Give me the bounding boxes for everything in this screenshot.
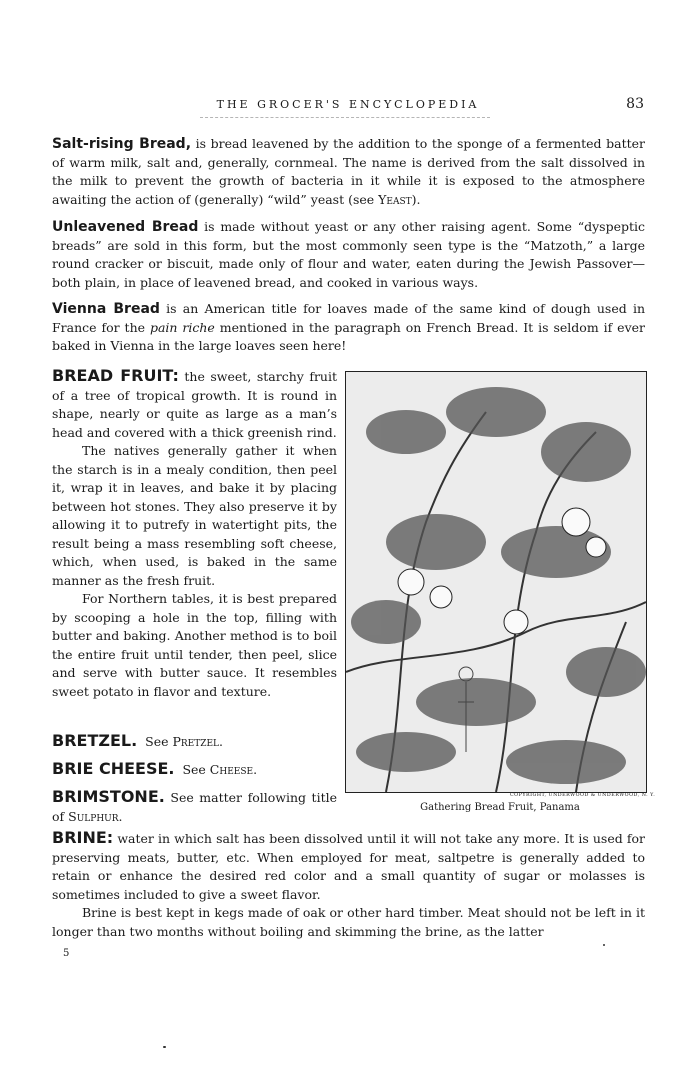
entry-unleavened-bread xyxy=(52,218,645,292)
entry-term: Vienna Bread xyxy=(52,301,160,317)
entry-term: Unleavened Bread xyxy=(52,219,199,235)
cross-reference: Sulphur. xyxy=(68,808,123,824)
header-rule xyxy=(200,117,490,118)
entry-paragraph: For Northern tables, it is best prepared by scooping a hole in the top, filling with butter and baking. Another method is to boil the entire fruit until tender, then peel, slice and serve with butter sauce. It resembles sweet potato in flavor and texture. xyxy=(52,591,337,699)
entry-bread-fruit xyxy=(52,367,337,701)
entry-text: is an American title for loaves made of the same kind of dough used in France for the xyxy=(52,301,645,335)
entry-brie-cheese xyxy=(52,760,337,780)
see-label: See xyxy=(145,734,169,749)
page-number: 83 xyxy=(626,96,644,112)
cross-reference: Pretzel. xyxy=(172,734,224,749)
entry-text: See matter following title of xyxy=(52,790,337,824)
entry-salt-rising-bread xyxy=(52,135,645,209)
entry-text: is made without yeast or any other raising agent. Some “dyspeptic breads” are sold in this form, but the most commonly seen type is the “Matzoth,” a large round cracker or biscuit, made only of flour and water, eaten during the Jewish Passover—both plain, in place of leavened bread, and cooked in various ways. xyxy=(52,219,646,290)
signature-mark: 5 xyxy=(63,948,70,959)
ink-speck xyxy=(163,1046,166,1048)
running-header xyxy=(52,98,644,116)
jungle-engraving xyxy=(346,372,646,792)
cross-reference: Cheese. xyxy=(209,762,258,777)
entry-bretzel xyxy=(52,732,337,752)
running-title: THE GROCER'S ENCYCLOPEDIA xyxy=(216,98,480,111)
see-label: See xyxy=(182,762,206,777)
entry-term: BRIE CHEESE. xyxy=(52,759,175,778)
entry-text: mentioned in the paragraph on French Bread. It is seldom if ever baked in Vienna in the large loaves seen here! xyxy=(52,319,646,353)
entry-brine xyxy=(52,829,645,941)
ink-speck xyxy=(603,944,605,946)
entry-text: ). xyxy=(411,191,421,207)
entry-term: BRETZEL. xyxy=(52,731,138,750)
entry-term: BREAD FRUIT: xyxy=(52,366,179,385)
bread-fruit-photograph xyxy=(345,371,647,793)
entry-text: is bread leavened by the addition to the sponge of a fermented batter of warm milk, salt and, generally, cornmeal. The name is derived from the salt dissolved in the milk to prevent the growth of bacteria in it while it is exposed to the atmosphere awaiting the action of (generally) “wild” yeast (see xyxy=(52,136,645,207)
entry-term: BRINE: xyxy=(52,828,114,847)
figure-caption: Gathering Bread Fruit, Panama xyxy=(420,802,580,813)
entry-vienna-bread xyxy=(52,300,645,356)
entry-term: Salt-rising Bread, xyxy=(52,136,192,152)
photo-copyright: COPYRIGHT, UNDERWOOD & UNDERWOOD, N. Y. xyxy=(510,793,656,798)
entry-paragraph: Brine is best kept in kegs made of oak or other hard timber. Meat should not be left in it longer than two months without boiling and skimming the brine, as the latter xyxy=(52,905,645,939)
entry-text: the sweet, starchy fruit of a tree of tropical growth. It is round in shape, nearly or quite as large as a man’s head and covered with a thick greenish rind. xyxy=(52,369,337,440)
cross-reference: Yeast xyxy=(378,191,412,207)
entry-paragraph: The natives generally gather it when the starch is in a mealy condition, then peel it, wrap it in leaves, and bake it by placing between hot stones. They also preserve it by allowing it to putrefy in watertight pits, the result being a mass resembling soft cheese, which, when used, is baked in the same manner as the fresh fruit. xyxy=(52,443,337,588)
entry-term: BRIMSTONE. xyxy=(52,787,165,806)
entry-brimstone xyxy=(52,788,337,826)
italic-term: pain riche xyxy=(149,319,215,335)
entry-text: water in which salt has been dissolved until it will not take any more. It is used for preserving meats, butter, etc. When employed for meat, saltpetre is generally added to retain or enhance the desired red color and a small quantity of sugar or molasses is sometimes included to give a sweet flavor. xyxy=(52,831,645,902)
